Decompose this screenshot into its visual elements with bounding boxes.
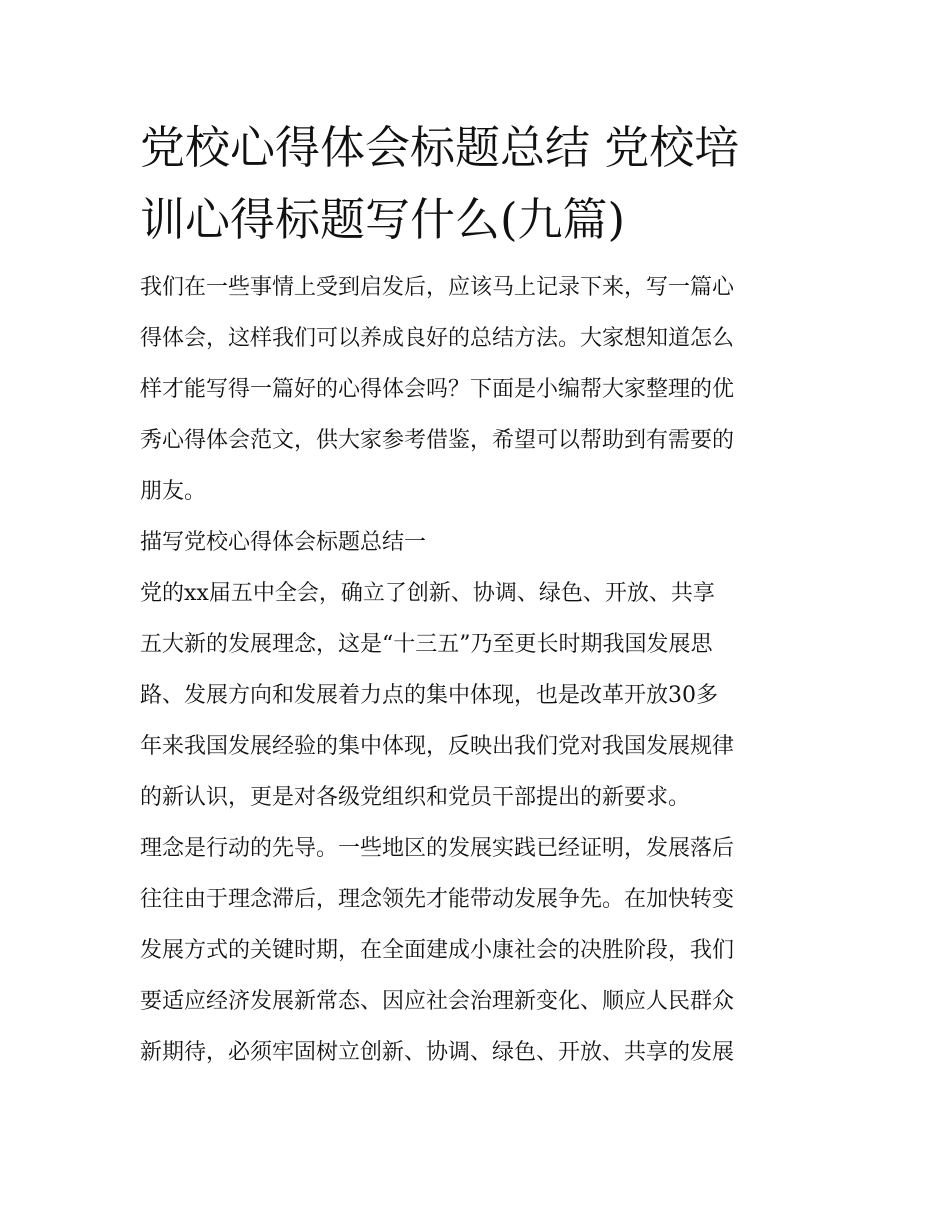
text-line: 朋友。 xyxy=(140,479,207,504)
text-line: 五大新的发展理念，这是“十三五”乃至更长时期我国发展思 xyxy=(140,632,713,657)
intro-paragraph xyxy=(140,262,815,517)
text-line: 路、发展方向和发展着力点的集中体现，也是改革开放30多 xyxy=(140,683,718,708)
text-line: 秀心得体会范文，供大家参考借鉴，希望可以帮助到有需要的 xyxy=(140,428,735,453)
body-paragraph-1 xyxy=(140,568,815,823)
text-line: 新期待，必须牢固树立创新、协调、绿色、开放、共享的发展 xyxy=(140,1040,735,1065)
text-line: 的新认识，更是对各级党组织和党员干部提出的新要求。 xyxy=(140,785,691,810)
document-body xyxy=(140,112,815,1078)
body-paragraph-2 xyxy=(140,823,815,1078)
text-line: 得体会，这样我们可以养成良好的总结方法。大家想知道怎么 xyxy=(140,326,735,351)
text-line: 年来我国发展经验的集中体现，反映出我们党对我国发展规律 xyxy=(140,734,735,759)
text-line: 党的xx届五中全会，确立了创新、协调、绿色、开放、共享 xyxy=(140,581,715,606)
title-line: 党校心得体会标题总结 党校培 xyxy=(140,121,740,174)
text-line: 理念是行动的先导。一些地区的发展实践已经证明，发展落后 xyxy=(140,836,735,861)
text-line: 样才能写得一篇好的心得体会吗？下面是小编帮大家整理的优 xyxy=(140,377,735,402)
title-line: 训心得标题写什么(九篇) xyxy=(140,193,626,246)
document-title xyxy=(140,112,815,256)
text-line: 发展方式的关键时期，在全面建成小康社会的决胜阶段，我们 xyxy=(140,938,735,963)
text-line: 我们在一些事情上受到启发后，应该马上记录下来，写一篇心 xyxy=(140,275,735,300)
text-line: 往往由于理念滞后，理念领先才能带动发展争先。在加快转变 xyxy=(140,887,735,912)
section-heading: 描写党校心得体会标题总结一 xyxy=(140,530,427,555)
text-line: 要适应经济发展新常态、因应社会治理新变化、顺应人民群众 xyxy=(140,989,735,1014)
